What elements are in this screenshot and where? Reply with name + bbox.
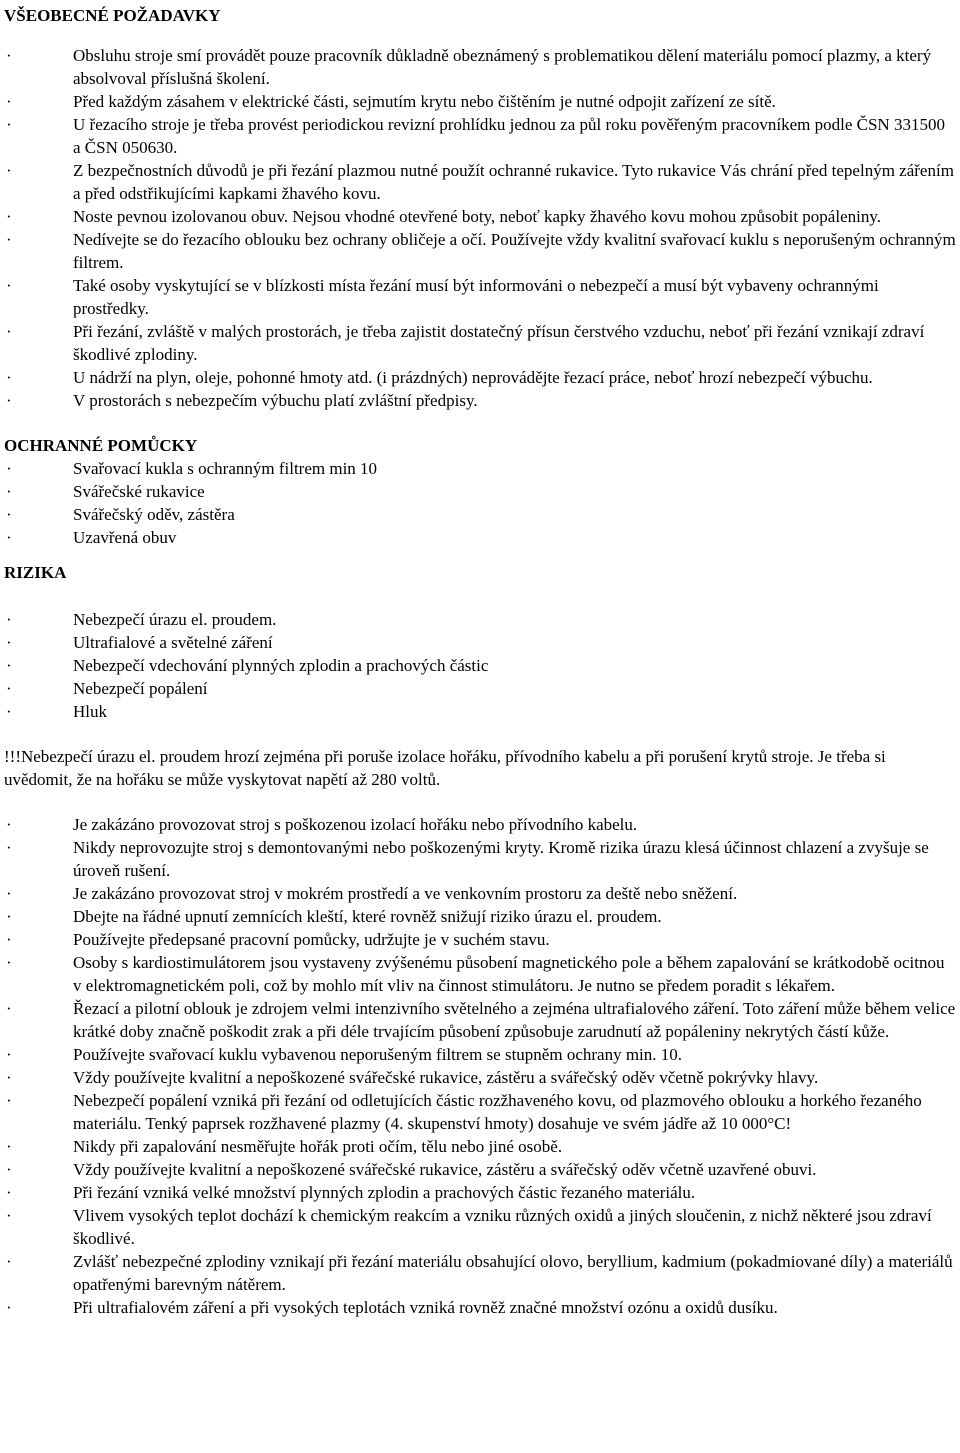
bullet-dot: · [6, 322, 12, 341]
list-item-text: U nádrží na plyn, oleje, pohonné hmoty atd. (i prázdných) neprovádějte řezací práce, neboť hrozí nebezpečí výbuchu. [73, 368, 873, 387]
risks-list [4, 608, 956, 723]
list-item [4, 503, 956, 526]
bullet-dot: · [6, 1160, 12, 1179]
bullet-dot: · [6, 1137, 12, 1156]
list-item-text: Nikdy při zapalování nesměřujte hořák proti očím, tělu nebo jiné osobě. [73, 1137, 563, 1156]
bullet-dot: · [6, 161, 12, 180]
list-item-text: Vlivem vysokých teplot dochází k chemickým reakcím a vzniku různých oxidů a jiných sloučenin, z nichž některé jsou zdraví škodlivé. [73, 1206, 932, 1248]
list-item-text: U řezacího stroje je třeba provést periodickou revizní prohlídku jednou za půl roku pověřeným pracovníkem podle ČSN 331500 a ČSN 050630. [73, 115, 945, 157]
general-requirements-list [4, 44, 956, 412]
list-item [4, 44, 956, 90]
list-item-text: Při řezání vzniká velké množství plynných zplodin a prachových částic řezaného materiálu. [73, 1183, 696, 1202]
list-item-text: Osoby s kardiostimulátorem jsou vystaveny zvýšenému působení magnetického pole a během zapalování se krátkodobě ocitnou v elektromagnetickém poli, což by mohlo mít vliv na činnost stimulátoru. Je nutno se předem poradit s lékařem. [73, 953, 945, 995]
list-item-text: Vždy používejte kvalitní a nepoškozené svářečské rukavice, zástěru a svářečský oděv včetně uzavřené obuvi. [73, 1160, 817, 1179]
list-item-text: Nedívejte se do řezacího oblouku bez ochrany obličeje a očí. Používejte vždy kvalitní svařovací kuklu s neporušeným ochranným filtrem. [73, 230, 956, 272]
bullet-dot: · [6, 656, 12, 675]
list-item [4, 631, 956, 654]
list-item-text: Nebezpečí úrazu el. proudem. [73, 610, 277, 629]
list-item-text: Nebezpečí popálení [73, 679, 208, 698]
list-item-text: V prostorách s nebezpečím výbuchu platí zvláštní předpisy. [73, 391, 478, 410]
list-item [4, 813, 956, 836]
list-item [4, 366, 956, 389]
list-item [4, 951, 956, 997]
list-item-text: Používejte svařovací kuklu vybavenou neporušeným filtrem se stupněm ochrany min. 10. [73, 1045, 683, 1064]
bullet-dot: · [6, 115, 12, 134]
list-item [4, 159, 956, 205]
section-heading-general: VŠEOBECNÉ POŽADAVKY [4, 6, 221, 25]
bullet-dot: · [6, 815, 12, 834]
list-item [4, 700, 956, 723]
bullet-dot: · [6, 610, 12, 629]
list-item-text: Při řezání, zvláště v malých prostorách, je třeba zajistit dostatečný přísun čerstvého vzduchu, neboť při řezání vznikají zdraví škodlivé zplodiny. [73, 322, 925, 364]
list-item [4, 608, 956, 631]
list-item [4, 1089, 956, 1135]
list-item-text: Zvlášť nebezpečné zplodiny vznikají při řezání materiálu obsahující olovo, beryllium, kadmium (pokadmiované díly) a materiálů opatřenými barevným nátěrem. [73, 1252, 953, 1294]
list-item [4, 1066, 956, 1089]
bullet-dot: · [6, 999, 12, 1018]
bullet-dot: · [6, 1091, 12, 1110]
list-item-text: Nebezpečí popálení vzniká při řezání od odletujících částic rozžhaveného kovu, od plazmového oblouku a horkého řezaného materiálu. Tenký paprsek rozžhavené plazmy (4. skupenství hmoty) dosahuje ve svém jádře až 10 000°C! [73, 1091, 922, 1133]
list-item [4, 1296, 956, 1319]
bullet-dot: · [6, 702, 12, 721]
bullet-dot: · [6, 679, 12, 698]
list-item-text: Hluk [73, 702, 107, 721]
list-item [4, 1158, 956, 1181]
safety-rules-list [4, 813, 956, 1319]
list-item-text: Vždy používejte kvalitní a nepoškozené svářečské rukavice, zástěru a svářečský oděv včetně pokrývky hlavy. [73, 1068, 819, 1087]
list-item-text: Z bezpečnostních důvodů je při řezání plazmou nutné použít ochranné rukavice. Tyto rukavice Vás chrání před tepelným zářením a před odstřikujícími kapkami žhavého kovu. [73, 161, 954, 203]
list-item-text: Dbejte na řádné upnutí zemnících kleští, které rovněž snižují riziko úrazu el. proudem. [73, 907, 662, 926]
list-item [4, 928, 956, 951]
list-item [4, 457, 956, 480]
bullet-dot: · [6, 1183, 12, 1202]
bullet-dot: · [6, 505, 12, 524]
list-item [4, 1250, 956, 1296]
bullet-dot: · [6, 884, 12, 903]
list-item [4, 997, 956, 1043]
list-item-text: Svářečský oděv, zástěra [73, 505, 235, 524]
bullet-dot: · [6, 1068, 12, 1087]
list-item [4, 1043, 956, 1066]
list-item [4, 1135, 956, 1158]
bullet-dot: · [6, 46, 12, 65]
bullet-dot: · [6, 368, 12, 387]
list-item-text: Noste pevnou izolovanou obuv. Nejsou vhodné otevřené boty, neboť kapky žhavého kovu mohou způsobit popáleniny. [73, 207, 881, 226]
bullet-dot: · [6, 907, 12, 926]
list-item-text: Také osoby vyskytující se v blízkosti místa řezání musí být informováni o nebezpečí a musí být vybaveny ochrannými prostředky. [73, 276, 879, 318]
bullet-dot: · [6, 207, 12, 226]
bullet-dot: · [6, 1045, 12, 1064]
list-item-text: Je zakázáno provozovat stroj s poškozenou izolací hořáku nebo přívodního kabelu. [73, 815, 638, 834]
electric-shock-warning: !!!Nebezpečí úrazu el. proudem hrozí zejména při poruše izolace hořáku, přívodního kabelu a při porušení krytů stroje. Je třeba si uvědomit, že na hořáku se může vyskytovat napětí až 280 voltů. [4, 747, 886, 789]
list-item [4, 274, 956, 320]
section-heading-protective: OCHRANNÉ POMŮCKY [4, 436, 198, 455]
bullet-dot: · [6, 930, 12, 949]
bullet-dot: · [6, 528, 12, 547]
list-item-text: Nebezpečí vdechování plynných zplodin a prachových částic [73, 656, 489, 675]
list-item [4, 113, 956, 159]
list-item [4, 320, 956, 366]
bullet-dot: · [6, 1298, 12, 1317]
list-item [4, 526, 956, 549]
bullet-dot: · [6, 459, 12, 478]
list-item [4, 677, 956, 700]
list-item-text: Řezací a pilotní oblouk je zdrojem velmi intenzivního světelného a zejména ultrafialového záření. Toto záření může během velice krátké doby značně poškodit zrak a při déle trvajícím působení způsobuje zarudnutí až popáleniny nekrytých částí kůže. [73, 999, 956, 1041]
bullet-dot: · [6, 276, 12, 295]
list-item [4, 905, 956, 928]
list-item-text: Je zakázáno provozovat stroj v mokrém prostředí a ve venkovním prostoru za deště nebo sněžení. [73, 884, 738, 903]
bullet-dot: · [6, 838, 12, 857]
bullet-dot: · [6, 1206, 12, 1225]
bullet-dot: · [6, 1252, 12, 1271]
list-item-text: Používejte předepsané pracovní pomůcky, udržujte je v suchém stavu. [73, 930, 550, 949]
list-item [4, 205, 956, 228]
list-item-text: Při ultrafialovém záření a při vysokých teplotách vzniká rovněž značné množství ozónu a oxidů dusíku. [73, 1298, 778, 1317]
list-item [4, 389, 956, 412]
list-item-text: Svářečské rukavice [73, 482, 205, 501]
list-item-text: Nikdy neprovozujte stroj s demontovanými nebo poškozenými kryty. Kromě rizika úrazu klesá účinnost chlazení a zvyšuje se úroveň rušení. [73, 838, 929, 880]
list-item [4, 480, 956, 503]
list-item [4, 882, 956, 905]
bullet-dot: · [6, 953, 12, 972]
list-item [4, 90, 956, 113]
list-item [4, 654, 956, 677]
list-item [4, 836, 956, 882]
list-item [4, 1204, 956, 1250]
bullet-dot: · [6, 92, 12, 111]
list-item-text: Ultrafialové a světelné záření [73, 633, 273, 652]
bullet-dot: · [6, 230, 12, 249]
section-heading-risks: RIZIKA [4, 563, 67, 582]
bullet-dot: · [6, 633, 12, 652]
bullet-dot: · [6, 482, 12, 501]
list-item [4, 1181, 956, 1204]
list-item-text: Před každým zásahem v elektrické části, sejmutím krytu nebo čištěním je nutné odpojit zařízení ze sítě. [73, 92, 776, 111]
list-item-text: Svařovací kukla s ochranným filtrem min 10 [73, 459, 378, 478]
list-item [4, 228, 956, 274]
list-item-text: Uzavřená obuv [73, 528, 177, 547]
protective-equipment-list [4, 457, 956, 549]
list-item-text: Obsluhu stroje smí provádět pouze pracovník důkladně obeznámený s problematikou dělení materiálu pomocí plazmy, a který absolvoval příslušná školení. [73, 46, 932, 88]
bullet-dot: · [6, 391, 12, 410]
